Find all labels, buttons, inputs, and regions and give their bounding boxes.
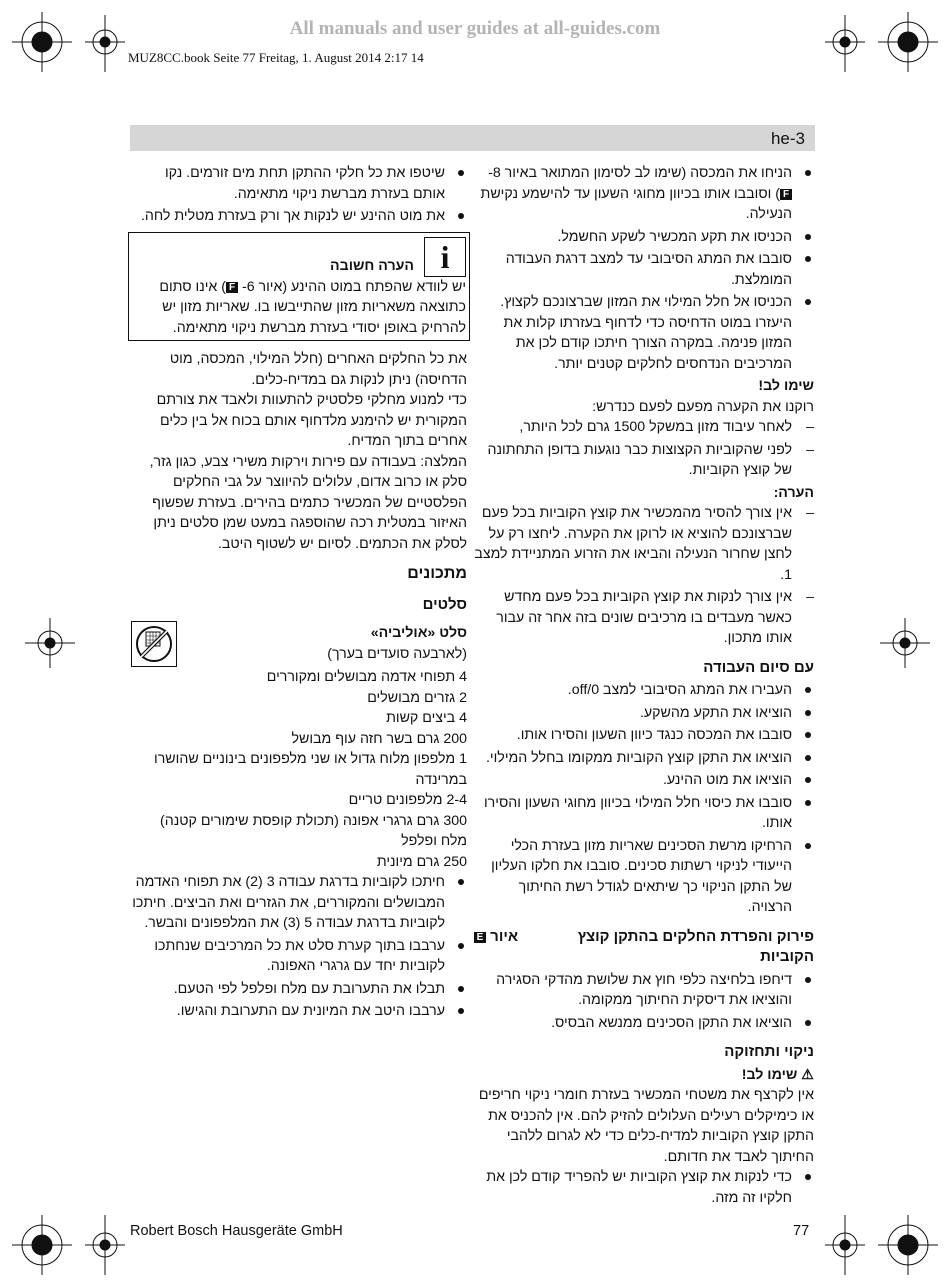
list-item: את מוט ההינע יש לנקות אך ורק בעזרת מטלית לחה. xyxy=(131,206,467,227)
figure-ref-icon: E xyxy=(474,932,486,943)
list-item: – לאחר עיבוד מזון במשקל 1500 גרם לכל היותר, xyxy=(474,417,814,438)
recipe-step: תבלו את התערובת עם מלח ופלפל לפי הטעם. xyxy=(131,979,467,1000)
recipe-step: ערבבו בתוך קערת סלט את כל המרכיבים שנחתכו לקוביות יחד עם גרגרי האפונה. xyxy=(131,936,467,977)
recipe-step: ערבבו היטב את המיונית עם התערובת והגישו. xyxy=(131,1001,467,1022)
paragraph: כדי למנוע מחלקי פלסטיק להתעוות ולאבד את צורתם המקורית יש להימנע מלדחוף אותם בכוח אל בין כלים אחרים בתוך המדיח. xyxy=(156,392,467,449)
recipe-step: חיתכו לקוביות בדרגת עבודה 3 (2) את תפוחי האדמה המבושלים והמקוררים, את הגזרים ואת הביצים. חיתכו לקוביות בדרגת עבודה 5 (3) את המלפפונים והבשר. xyxy=(131,872,467,934)
note-title: הערה חשובה xyxy=(330,258,414,274)
registration-mark-icon xyxy=(12,1215,72,1275)
important-note-box xyxy=(128,232,470,342)
recipes-heading: מתכונים xyxy=(407,565,467,582)
list-item: הכניסו את תקע המכשיר לשקע החשמל. xyxy=(474,227,814,248)
list-item: כדי לנקות את קוצץ הקוביות יש להפריד קודם לכן את חלקיו זה מזה. xyxy=(474,1167,814,1208)
ingredient: מלח ופלפל xyxy=(401,833,467,849)
footer-company: Robert Bosch Hausgeräte GmbH xyxy=(130,1223,343,1239)
salads-heading: סלטים xyxy=(422,595,467,613)
list-item: – אין צורך לנקות את קוצץ הקוביות בכל פעם מחדש כאשר מעבדים בו מרכיבים שונים בזה אחר זה עבור אותו מתכון. xyxy=(474,587,814,649)
paragraph: המלצה: בעבודה עם פירות וירקות משירי צבע, כגון גזר, סלק או כרוב אדום, עלולים להיווצר על גבי החלקים הפלסטיים של המכשיר כתמים בהירים. בעזרת שפשוף האיזור במטלית רכה שהוספגה במעט שמן סלטים ניתן לסלק את הכתמים. לסיום יש לשטוף היטב. xyxy=(149,453,467,552)
book-info-line: MUZ8CC.book Seite 77 Freitag, 1. August 2014 2:17 14 xyxy=(128,50,424,65)
warning-triangle-icon: ⚠ xyxy=(801,1066,814,1083)
cleaning-heading: ניקוי ותחזוקה xyxy=(724,1043,814,1060)
page-number: 77 xyxy=(793,1223,810,1239)
ingredient: 300 גרם גרגרי אפונה (תכולת קופסת שימורים קטנה) xyxy=(160,812,467,829)
disassembly-heading: פירוק והפרדת החלקים בהתקן קוצץ הקוביות איור E xyxy=(474,927,814,968)
recipe-title: סלט «אוליביה» xyxy=(370,625,467,641)
info-icon: i xyxy=(424,237,466,277)
list-item: סובבו את המכסה כנגד כיוון השעון והסירו אותו. xyxy=(474,725,814,746)
list-item: הכניסו אל חלל המילוי את המזון שברצונכם לקצוץ. היעזרו במוט הדחיסה כדי לדחוף בעזרתו קלות את המזון פנימה. במקרה הצורך חיתכו קודם לכן את המרכיבים הנדחסים לחלקים קטנים יותר. xyxy=(474,292,814,374)
crosshair-icon xyxy=(825,1215,865,1275)
note-text: יש לוודא שהפתח במוט ההינע (איור 6- F) אינו סתום כתוצאה משאריות מזון שהתייבשו בו. שאריות מזון יש להרחיק באופן יסודי בעזרת מברשת ניקוי מתאימה. xyxy=(159,278,466,336)
no-dishwasher-icon xyxy=(131,621,177,667)
ingredient: 4 ביצים קשות xyxy=(386,710,467,726)
ingredient: 250 גרם מיונית xyxy=(376,853,467,870)
list-item: הוציאו את מוט ההינע. xyxy=(474,770,814,791)
list-item: הרחיקו מרשת הסכינים שאריות מזון בעזרת הכלי הייעודי לניקוי רשתות סכינים. סובבו את חלקו העליון של התקן הניקוי כך שיתאים לגודל רשת החיתוך הרצויה. xyxy=(474,836,814,918)
list-item: שיטפו את כל חלקי ההתקן תחת מים זורמים. נקו אותם בעזרת מברשת ניקוי מתאימה. xyxy=(131,163,467,204)
right-column xyxy=(474,163,814,1210)
crosshair-icon xyxy=(880,618,930,668)
ingredient: 200 גרם בשר חזה עוף מבושל xyxy=(291,730,467,747)
note-heading: הערה: xyxy=(773,484,814,501)
figure-ref-icon: F xyxy=(780,189,792,200)
caution-heading: שימו לב! xyxy=(758,378,814,394)
list-item: הוציאו את התקן הסכינים ממנשא הבסיס. xyxy=(474,1013,814,1034)
watermark: All manuals and user guides at all-guides.com xyxy=(289,18,661,39)
list-item: דיחפו בלחיצה כלפי חוץ את שלושת מהדקי הסגירה והוציאו את דיסקית החיתוך ממקומה. xyxy=(474,970,814,1011)
left-column xyxy=(131,163,467,1024)
finish-heading: עם סיום העבודה xyxy=(703,658,814,676)
list-item: סובבו את המתג הסיבובי עד למצב דרגת העבודה המומלצת. xyxy=(474,249,814,290)
ingredient: (לארבעה סועדים בערך) xyxy=(327,645,467,662)
list-item: הוציאו את התקן קוצץ הקוביות ממקומו בחלל המילוי. xyxy=(474,748,814,769)
ingredient: 2 גזרים מבושלים xyxy=(367,689,467,706)
section-tag: he-3 xyxy=(770,129,805,148)
list-item: הניחו את המכסה (שימו לב לסימון המתואר באיור 8- F) וסובבו אותו בכיוון מחוגי השעון עד להישמע נקישת הנעילה. xyxy=(474,163,814,225)
crosshair-icon xyxy=(25,618,75,668)
figure-ref-icon: F xyxy=(226,282,238,293)
crosshair-icon xyxy=(85,1215,125,1275)
ingredient: 1 מלפפון מלוח גדול או שני מלפפונים בינוניים שהושרו במרינדה xyxy=(154,751,467,788)
cleaning-caution: ⚠ שימו לב! xyxy=(741,1066,814,1083)
ingredient: 2-4 מלפפונים טריים xyxy=(348,792,467,808)
list-item: – אין צורך להסיר מהמכשיר את קוצץ הקוביות בכל פעם שברצונכם להוציא או לרוקן את הקערה. ליחצו רק על לחצן שחרור הנעילה והביאו את הזרוע המתניידת למצב 1. xyxy=(474,503,814,585)
list-item: הוציאו את התקע מהשקע. xyxy=(474,703,814,724)
registration-mark-icon xyxy=(878,1215,938,1275)
ingredient: 4 תפוחי אדמה מבושלים ומקוררים xyxy=(266,669,467,685)
list-item: – לפני שהקוביות הקצוצות כבר נוגעות בדופן התחתונה של קוצץ הקוביות. xyxy=(474,440,814,481)
list-item: העבירו את המתג הסיבובי למצב off/0. xyxy=(474,680,814,701)
caution-intro: רוקנו את הקערה מפעם לפעם כנדרש: xyxy=(592,398,814,415)
cleaning-text: אין לקרצף את משטחי המכשיר בעזרת חומרי ניקוי חריפים או כימיקלים רעילים העלולים להזיק להם. אין להכניס את התקן קוצץ הקוביות למדיח-כלים כדי לא לגרום ללהבי החיתוך לאבד את חדותם. xyxy=(478,1087,814,1165)
paragraph: את כל החלקים האחרים (חלל המילוי, המכסה, מוט הדחיסה) ניתן לנקות גם במדיח-כלים. xyxy=(169,351,467,388)
list-item: סובבו את כיסוי חלל המילוי בכיוון מחוגי השעון והסירו אותו. xyxy=(474,793,814,834)
section-header-band xyxy=(130,125,815,151)
